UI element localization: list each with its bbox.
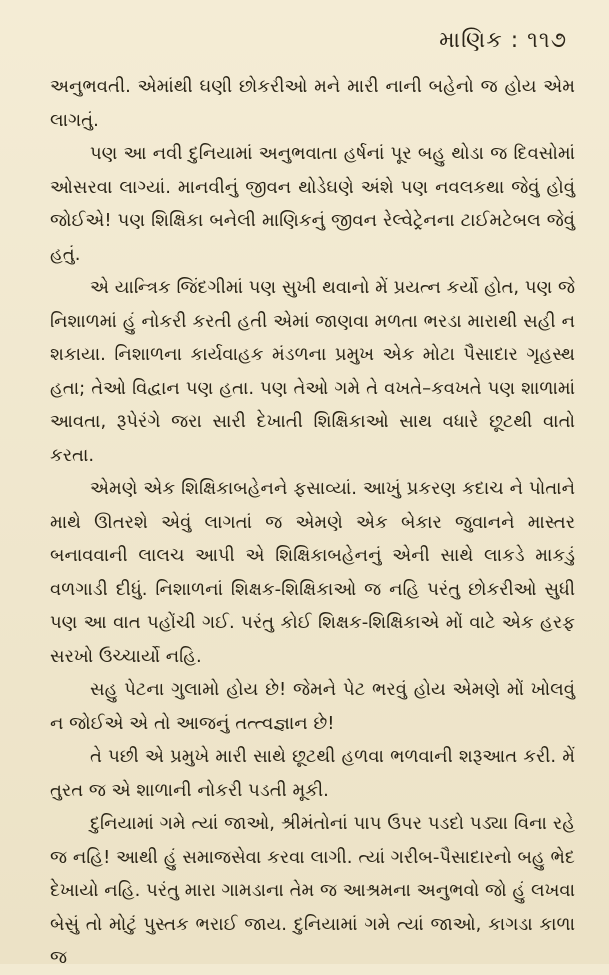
running-header: માણિક : ૧૧૭ — [439, 28, 567, 53]
paragraph: તે પછી એ પ્રમુખે મારી સાથે છૂટથી હળવા ભળવાની શરૂઆત કરી. મેં તુરત જ એ શાળાની નોકરી પડતી મૂકી. — [50, 746, 575, 801]
paragraph: પણ આ નવી દુનિયામાં અનુભવાતા હર્ષનાં પૂર બહુ થોડા જ દિવસોમાં ઓસરવા લાગ્યાં. માનવીનું જીવન થોડેઘણે અંશે પણ નવલકથા જેવું હોવું જોઈએ! પણ શિક્ષિકા બનેલી માણિકનું જીવન રેલ્વેટ્રેનના ટાઈમટેબલ જેવું હતું. — [50, 143, 575, 265]
paragraph-continuation: અનુભવતી. એમાંથી ઘણી છોકરીઓ મને મારી નાની બહેનો જ હોય એમ લાગતું. — [50, 76, 575, 131]
paragraph: એ યાન્ત્રિક જિંદગીમાં પણ સુખી થવાનો મેં પ્રયત્ન કર્યો હોત, પણ જે નિશાળમાં હું નોકરી કરતી હતી એમાં જાણવા મળતા ભરડા મારાથી સહી ન શકાયા. નિશાળના કાર્યવાહક મંડળના પ્રમુખ એક મોટા પૈસાદાર ગૃહસ્થ હતા; તેઓ વિદ્વાન પણ હતા. પણ તેઓ ગમે તે વખતે–કવખતે પણ શાળામાં આવતા, રૂપેરંગે જરા સારી દેખાતી શિક્ષિકાઓ સાથ વધારે છૂટથી વાતો કરતા. — [50, 277, 575, 466]
page-body — [50, 70, 575, 975]
paragraph: એમણે એક શિક્ષિકાબહેનને ફસાવ્યાં. આખું પ્રકરણ કદાચ ને પોતાને માથે ઊતરશે એવું લાગતાં જ એમણે એક બેકાર જુવાનને માસ્તર બનાવવાની લાલચ આપી એ શિક્ષિકાબહેનનું એની સાથે લાકડે માકડું વળગાડી દીધું. નિશાળનાં શિક્ષક-શિક્ષિકાઓ જ નહિ પરંતુ છોકરીઓ સુધી પણ આ વાત પહોંચી ગઈ. પરંતુ કોઈ શિક્ષક-શિક્ષિકાએ મોં વાટે એક હરફ સરખો ઉચ્ચાર્યો નહિ. — [50, 478, 575, 667]
paragraph: સહુ પેટના ગુલામો હોય છે! જેમને પેટ ભરવું હોય એમણે મોં ખોલવું ન જોઈએ એ તો આજનું તત્ત્વજ્ઞાન છે! — [50, 679, 575, 734]
paragraph: દુનિયામાં ગમે ત્યાં જાઓ, શ્રીમંતોનાં પાપ ઉપર પડદો પડ્યા વિના રહે જ નહિ! આથી હું સમાજસેવા કરવા લાગી. ત્યાં ગરીબ-પૈસાદારનો બહુ ભેદ દેખાયો નહિ. પરંતુ મારા ગામડાના તેમ જ આશ્રમના અનુભવો જો હું લખવા બેસું તો મોટું પુસ્તક ભરાઈ જાય. દુનિયામાં ગમે ત્યાં જાઓ, કાગડા કાળા જ — [50, 813, 575, 968]
